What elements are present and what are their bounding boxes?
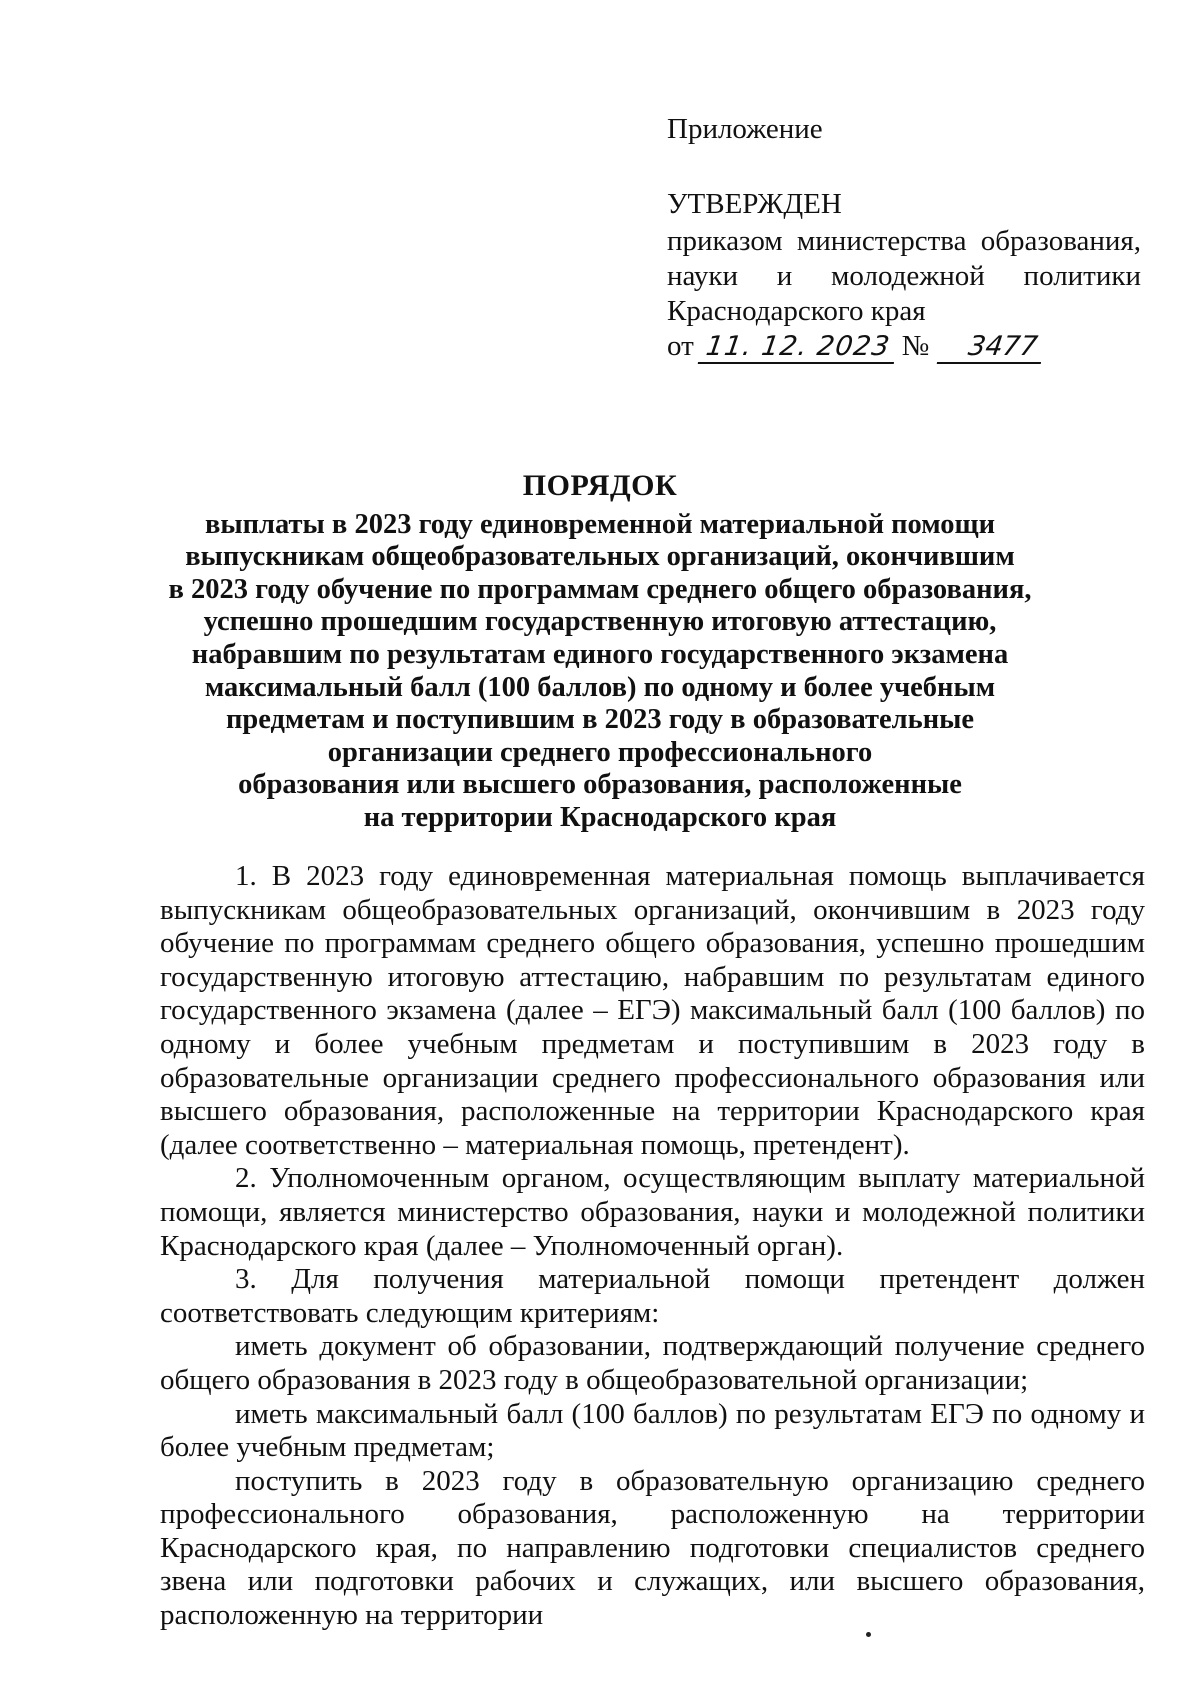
title-line: организации среднего профессионального [327, 736, 873, 768]
title-line: на территории Краснодарского края [363, 801, 837, 833]
title-line: набравшим по результатам единого государственного экзамена [191, 638, 1009, 670]
title-line: в 2023 году обучение по программам среднего общего образования, [168, 573, 1032, 605]
title-line: выпускникам общеобразовательных организаций, окончившим [185, 541, 1015, 573]
approval-line-3: Краснодарского края [667, 295, 926, 327]
paragraph-1: 1. В 2023 году единовременная материальная помощь выплачивается выпускникам общеобразовательных организаций, окончившим в 2023 году обучение по программам среднего общего образования, успешно прошедшим государственную итоговую аттестацию, набравшим по результатам единого государственного экзамена (далее – ЕГЭ) максимальный балл (100 баллов) по одному и более учебным предметам и поступившим в 2023 году в образовательные организации среднего профессионального образования или высшего образования, расположенные на территории Краснодарского края (далее соответственно – материальная помощь, претендент). [160, 860, 1145, 1161]
date-prefix: от [667, 330, 694, 362]
title-line: успешно прошедшим государственную итоговую аттестацию, [203, 606, 997, 638]
approval-stamp-block [667, 112, 1141, 364]
scan-speck [866, 1632, 871, 1637]
criterion-3: поступить в 2023 году в образовательную организацию среднего профессионального образования, расположенную на территории Краснодарского края, по направлению подготовки специалистов среднего звена или подготовки рабочих и служащих, или высшего образования, расположенную на территории [160, 1464, 1145, 1632]
title-line: выплаты в 2023 году единовременной материальной помощи [204, 508, 996, 540]
order-date-number [667, 329, 1141, 364]
approval-line-2: науки и молодежной политики [667, 260, 1141, 292]
title-line: образования или высшего образования, расположенные [238, 769, 962, 801]
title-line: предметам и поступившим в 2023 году в образовательные [225, 704, 975, 736]
handwritten-number: 3477 [937, 332, 1045, 364]
handwritten-date: 11. 12. 2023 [698, 332, 898, 364]
number-sign: № [901, 330, 930, 362]
approval-line-1: приказом министерства образования, [667, 225, 1141, 257]
criterion-1: иметь документ об образовании, подтверждающий получение среднего общего образования в 2023 году в общеобразовательной организации; [160, 1330, 1145, 1396]
paragraph-3: 3. Для получения материальной помощи претендент должен соответствовать следующим критериям: [160, 1263, 1145, 1329]
criterion-2: иметь максимальный балл (100 баллов) по результатам ЕГЭ по одному и более учебным предметам; [160, 1397, 1145, 1464]
title-line: максимальный балл (100 баллов) по одному и более учебным [204, 671, 996, 703]
approved-label: УТВЕРЖДЕН [667, 188, 842, 220]
appendix-label: Приложение [667, 113, 823, 145]
paragraph-2: 2. Уполномоченным органом, осуществляющим выплату материальной помощи, является министерство образования, науки и молодежной политики Краснодарского края (далее – Уполномоченный орган). [160, 1162, 1145, 1262]
document-title-block [150, 470, 1050, 835]
document-body [160, 860, 1145, 1633]
document-title: ПОРЯДОК [522, 469, 678, 502]
